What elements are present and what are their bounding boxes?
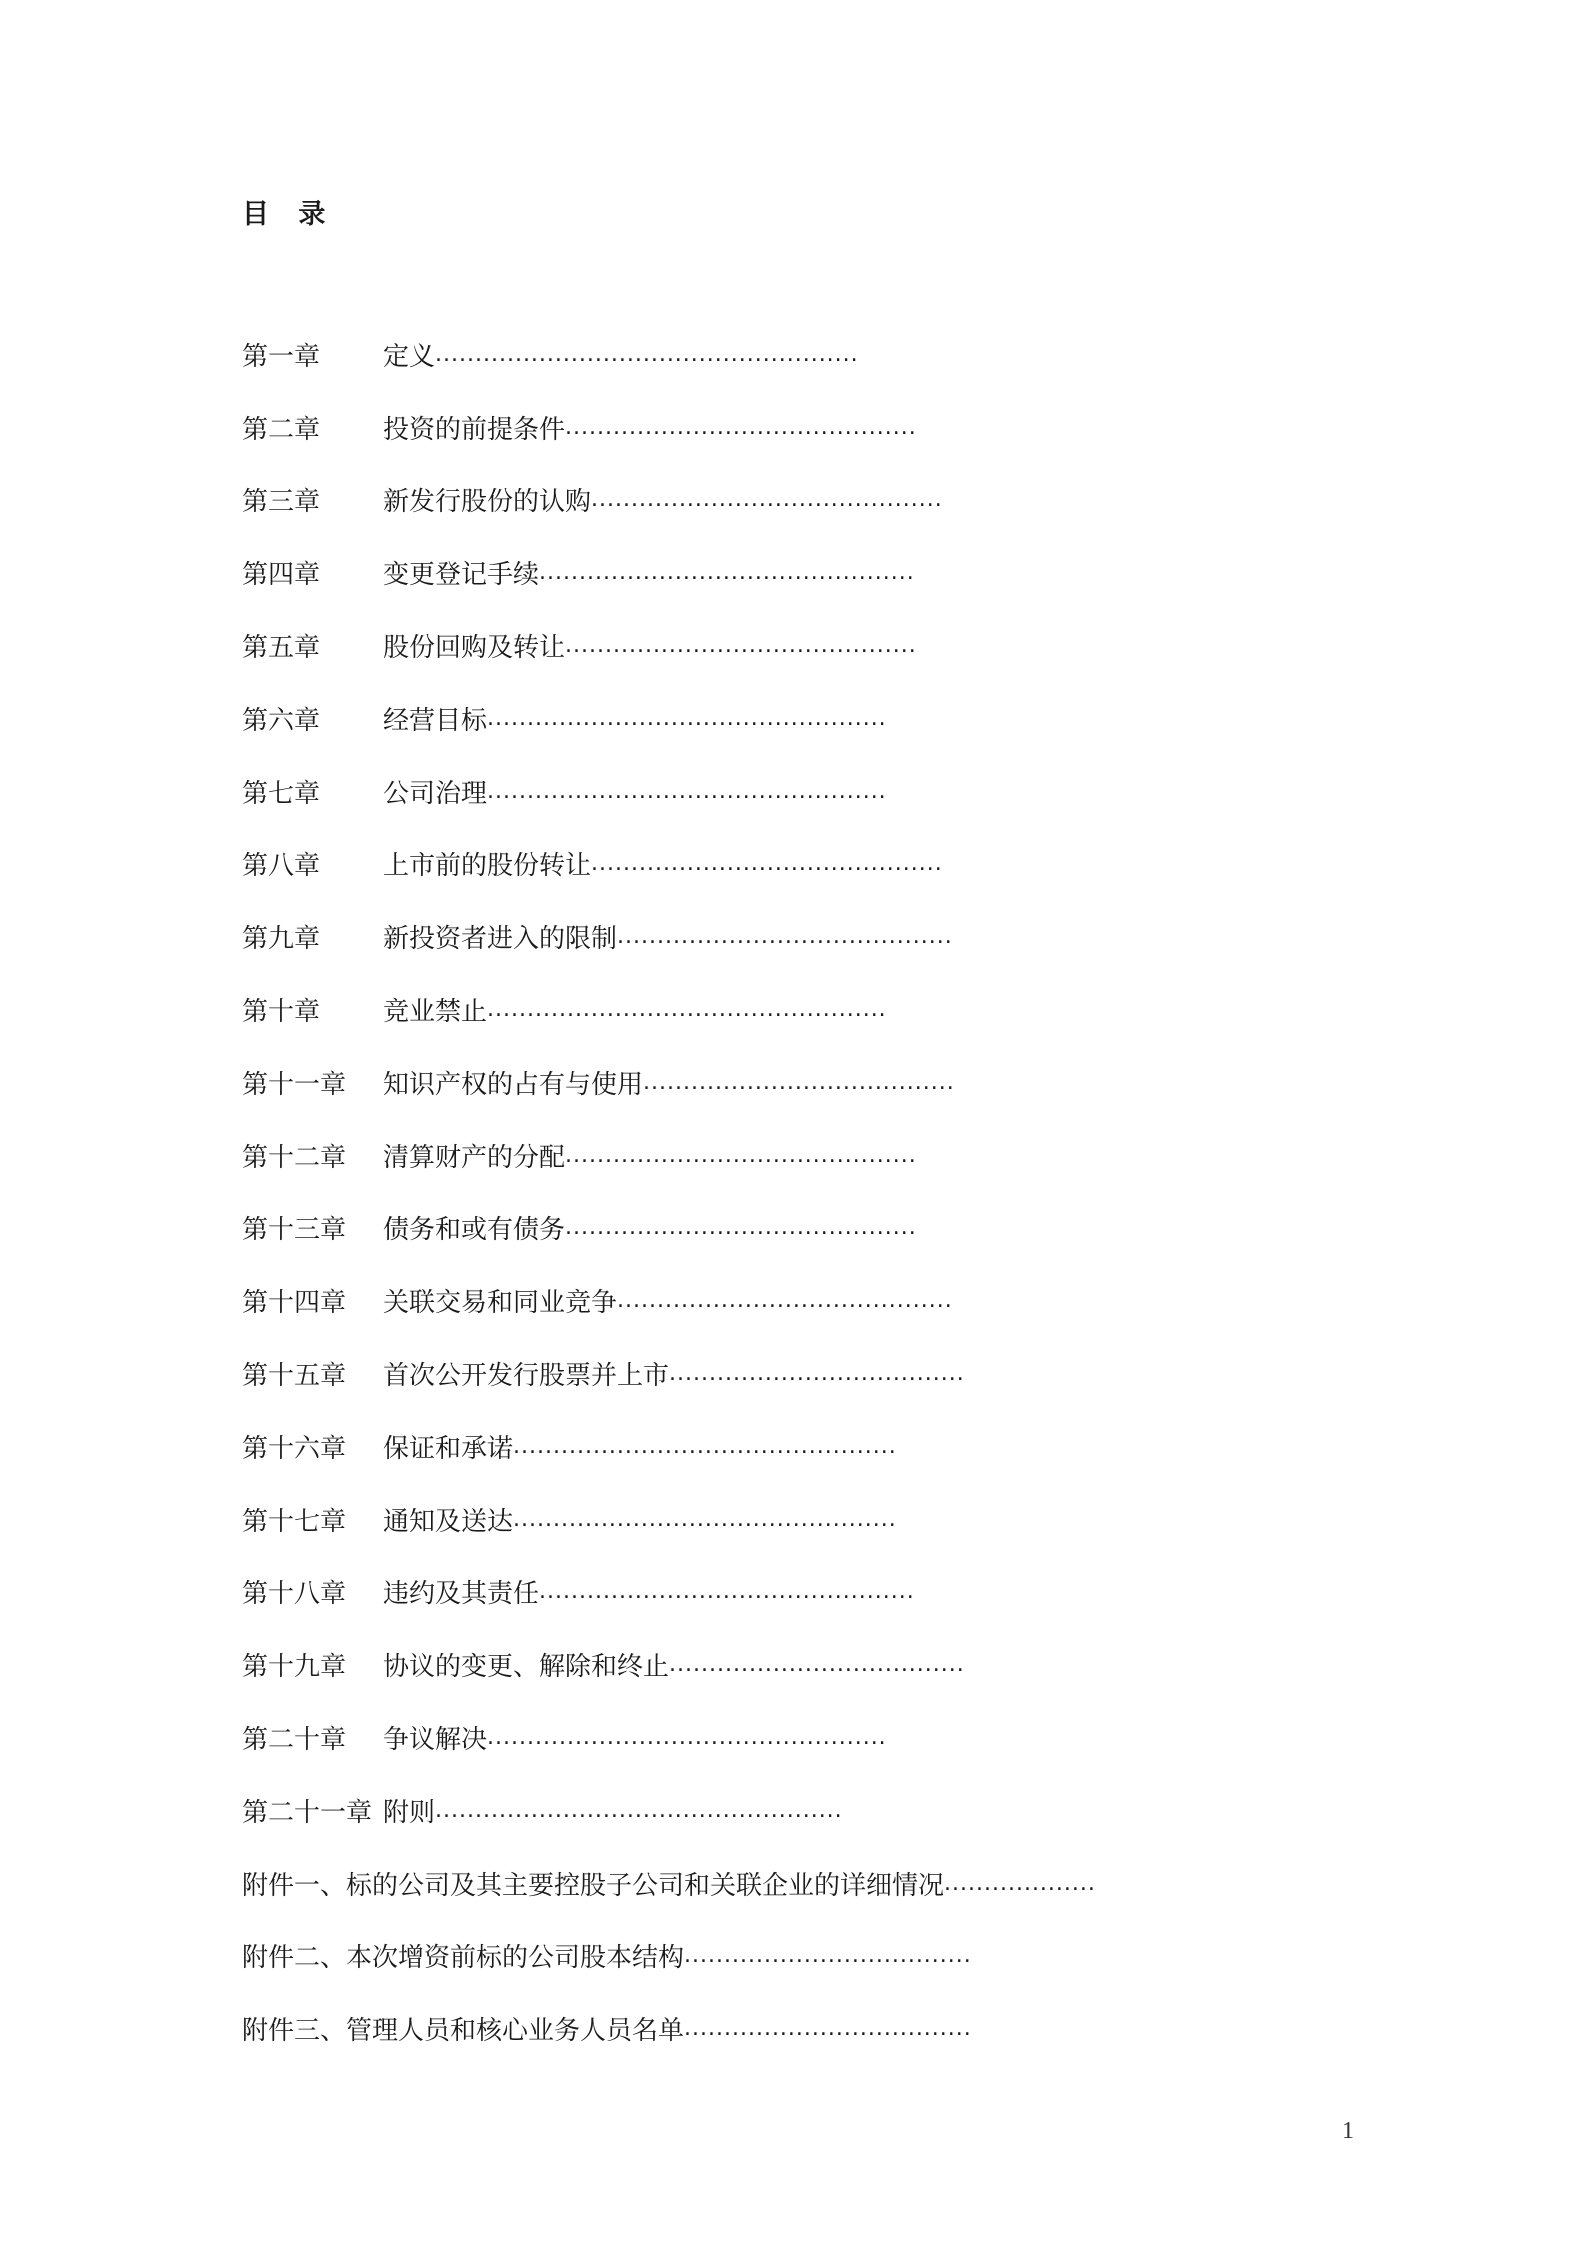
leader-dots: ............................................... [539,560,915,586]
chapter-title: 通知及送达 [383,1506,514,1537]
chapter-title: 经营目标 [383,705,488,736]
chapter-label: 第十六章 [242,1433,347,1464]
toc-entry[interactable] [242,828,1442,901]
chapter-label: 第五章 [242,633,321,664]
chapter-label: 第八章 [242,851,321,882]
chapter-title: 公司治理 [383,778,488,809]
chapter-label: 第一章 [242,341,321,372]
chapter-label: 第十一章 [242,1069,347,1100]
toc-entry[interactable] [242,1556,1442,1629]
chapter-label: 第十三章 [242,1215,347,1246]
toc-entry[interactable] [242,536,1442,609]
toc-entry[interactable] [242,464,1442,537]
leader-dots: .......................................... [617,1288,953,1314]
toc-entry[interactable] [242,1119,1442,1192]
page-number: 1 [1342,2118,1354,2144]
toc-entry[interactable] [242,900,1442,973]
toc-entry[interactable] [242,1410,1442,1483]
chapter-title: 附则 [383,1797,436,1828]
chapter-label: 第十七章 [242,1506,347,1537]
toc-entry[interactable] [242,1628,1442,1701]
toc-entry[interactable] [242,1046,1442,1119]
chapter-title: 违约及其责任 [383,1579,540,1610]
chapter-label: 第七章 [242,778,321,809]
appendix-title: 附件二、本次增资前标的公司股本结构 [242,1943,685,1974]
chapter-label: 第三章 [242,487,321,518]
leader-dots: ..................................................... [435,341,859,367]
chapter-title: 新发行股份的认购 [383,487,592,518]
toc-entry[interactable] [242,1264,1442,1337]
toc-title: 目 录 [242,199,336,230]
leader-dots: ................................................ [513,1506,897,1532]
leader-dots: ............................................ [565,1142,917,1168]
chapter-label: 第十五章 [242,1361,347,1392]
chapter-label: 第十四章 [242,1288,347,1319]
chapter-title: 关联交易和同业竞争 [383,1288,618,1319]
chapter-title: 股份回购及转让 [383,633,566,664]
chapter-title: 新投资者进入的限制 [383,924,618,955]
leader-dots: ............................................ [565,1215,917,1241]
chapter-label: 第二十一章 [242,1797,373,1828]
toc-entry[interactable] [242,1192,1442,1265]
leader-dots: ............................................ [591,851,943,877]
chapter-title: 首次公开发行股票并上市 [383,1361,670,1392]
toc-entry[interactable] [242,1483,1442,1556]
leader-dots: .................................................. [487,705,887,731]
toc-entry[interactable] [242,1701,1442,1774]
toc-appendix-entry[interactable] [242,1847,1442,1920]
toc-appendix-entry[interactable] [242,1992,1442,2065]
leader-dots: ............................................ [565,633,917,659]
leader-dots: ................................................ [513,1433,897,1459]
toc-entry[interactable] [242,973,1442,1046]
toc-entry[interactable] [242,755,1442,828]
chapter-label: 第十章 [242,997,321,1028]
leader-dots: .................................... [684,1943,972,1969]
leader-dots: ....................................... [643,1069,955,1095]
chapter-title: 定义 [383,341,436,372]
chapter-label: 第四章 [242,560,321,591]
leader-dots: ............................................ [591,487,943,513]
toc-entry[interactable] [242,1337,1442,1410]
chapter-title: 上市前的股份转让 [383,851,592,882]
leader-dots: ............................................ [565,414,917,440]
toc-entry[interactable] [242,318,1442,391]
chapter-label: 第十九章 [242,1652,347,1683]
toc-entry[interactable] [242,682,1442,755]
chapter-label: 第十二章 [242,1142,347,1173]
toc-entry[interactable] [242,609,1442,682]
leader-dots: .................................................. [487,778,887,804]
chapter-title: 清算财产的分配 [383,1142,566,1173]
chapter-title: 债务和或有债务 [383,1215,566,1246]
chapter-title: 保证和承诺 [383,1433,514,1464]
chapter-label: 第二十章 [242,1725,347,1756]
leader-dots: .................................... [684,2016,972,2042]
leader-dots: ............................................... [539,1579,915,1605]
toc-entry[interactable] [242,391,1442,464]
leader-dots: ..................................... [669,1652,965,1678]
chapter-title: 投资的前提条件 [383,414,566,445]
toc-list [242,318,1442,2065]
chapter-label: 第二章 [242,414,321,445]
chapter-title: 协议的变更、解除和终止 [383,1652,670,1683]
leader-dots: .................................................. [487,997,887,1023]
appendix-title: 附件一、标的公司及其主要控股子公司和关联企业的详细情况 [242,1870,945,1901]
leader-dots: .......................................... [617,924,953,950]
leader-dots: ................... [944,1870,1096,1896]
chapter-title: 争议解决 [383,1725,488,1756]
chapter-title: 知识产权的占有与使用 [383,1069,644,1100]
leader-dots: ................................................... [435,1797,843,1823]
chapter-label: 第六章 [242,705,321,736]
chapter-label: 第九章 [242,924,321,955]
toc-appendix-entry[interactable] [242,1920,1442,1993]
chapter-title: 竞业禁止 [383,997,488,1028]
toc-entry[interactable] [242,1774,1442,1847]
appendix-title: 附件三、管理人员和核心业务人员名单 [242,2016,685,2047]
leader-dots: .................................................. [487,1725,887,1751]
chapter-title: 变更登记手续 [383,560,540,591]
leader-dots: ..................................... [669,1361,965,1387]
chapter-label: 第十八章 [242,1579,347,1610]
